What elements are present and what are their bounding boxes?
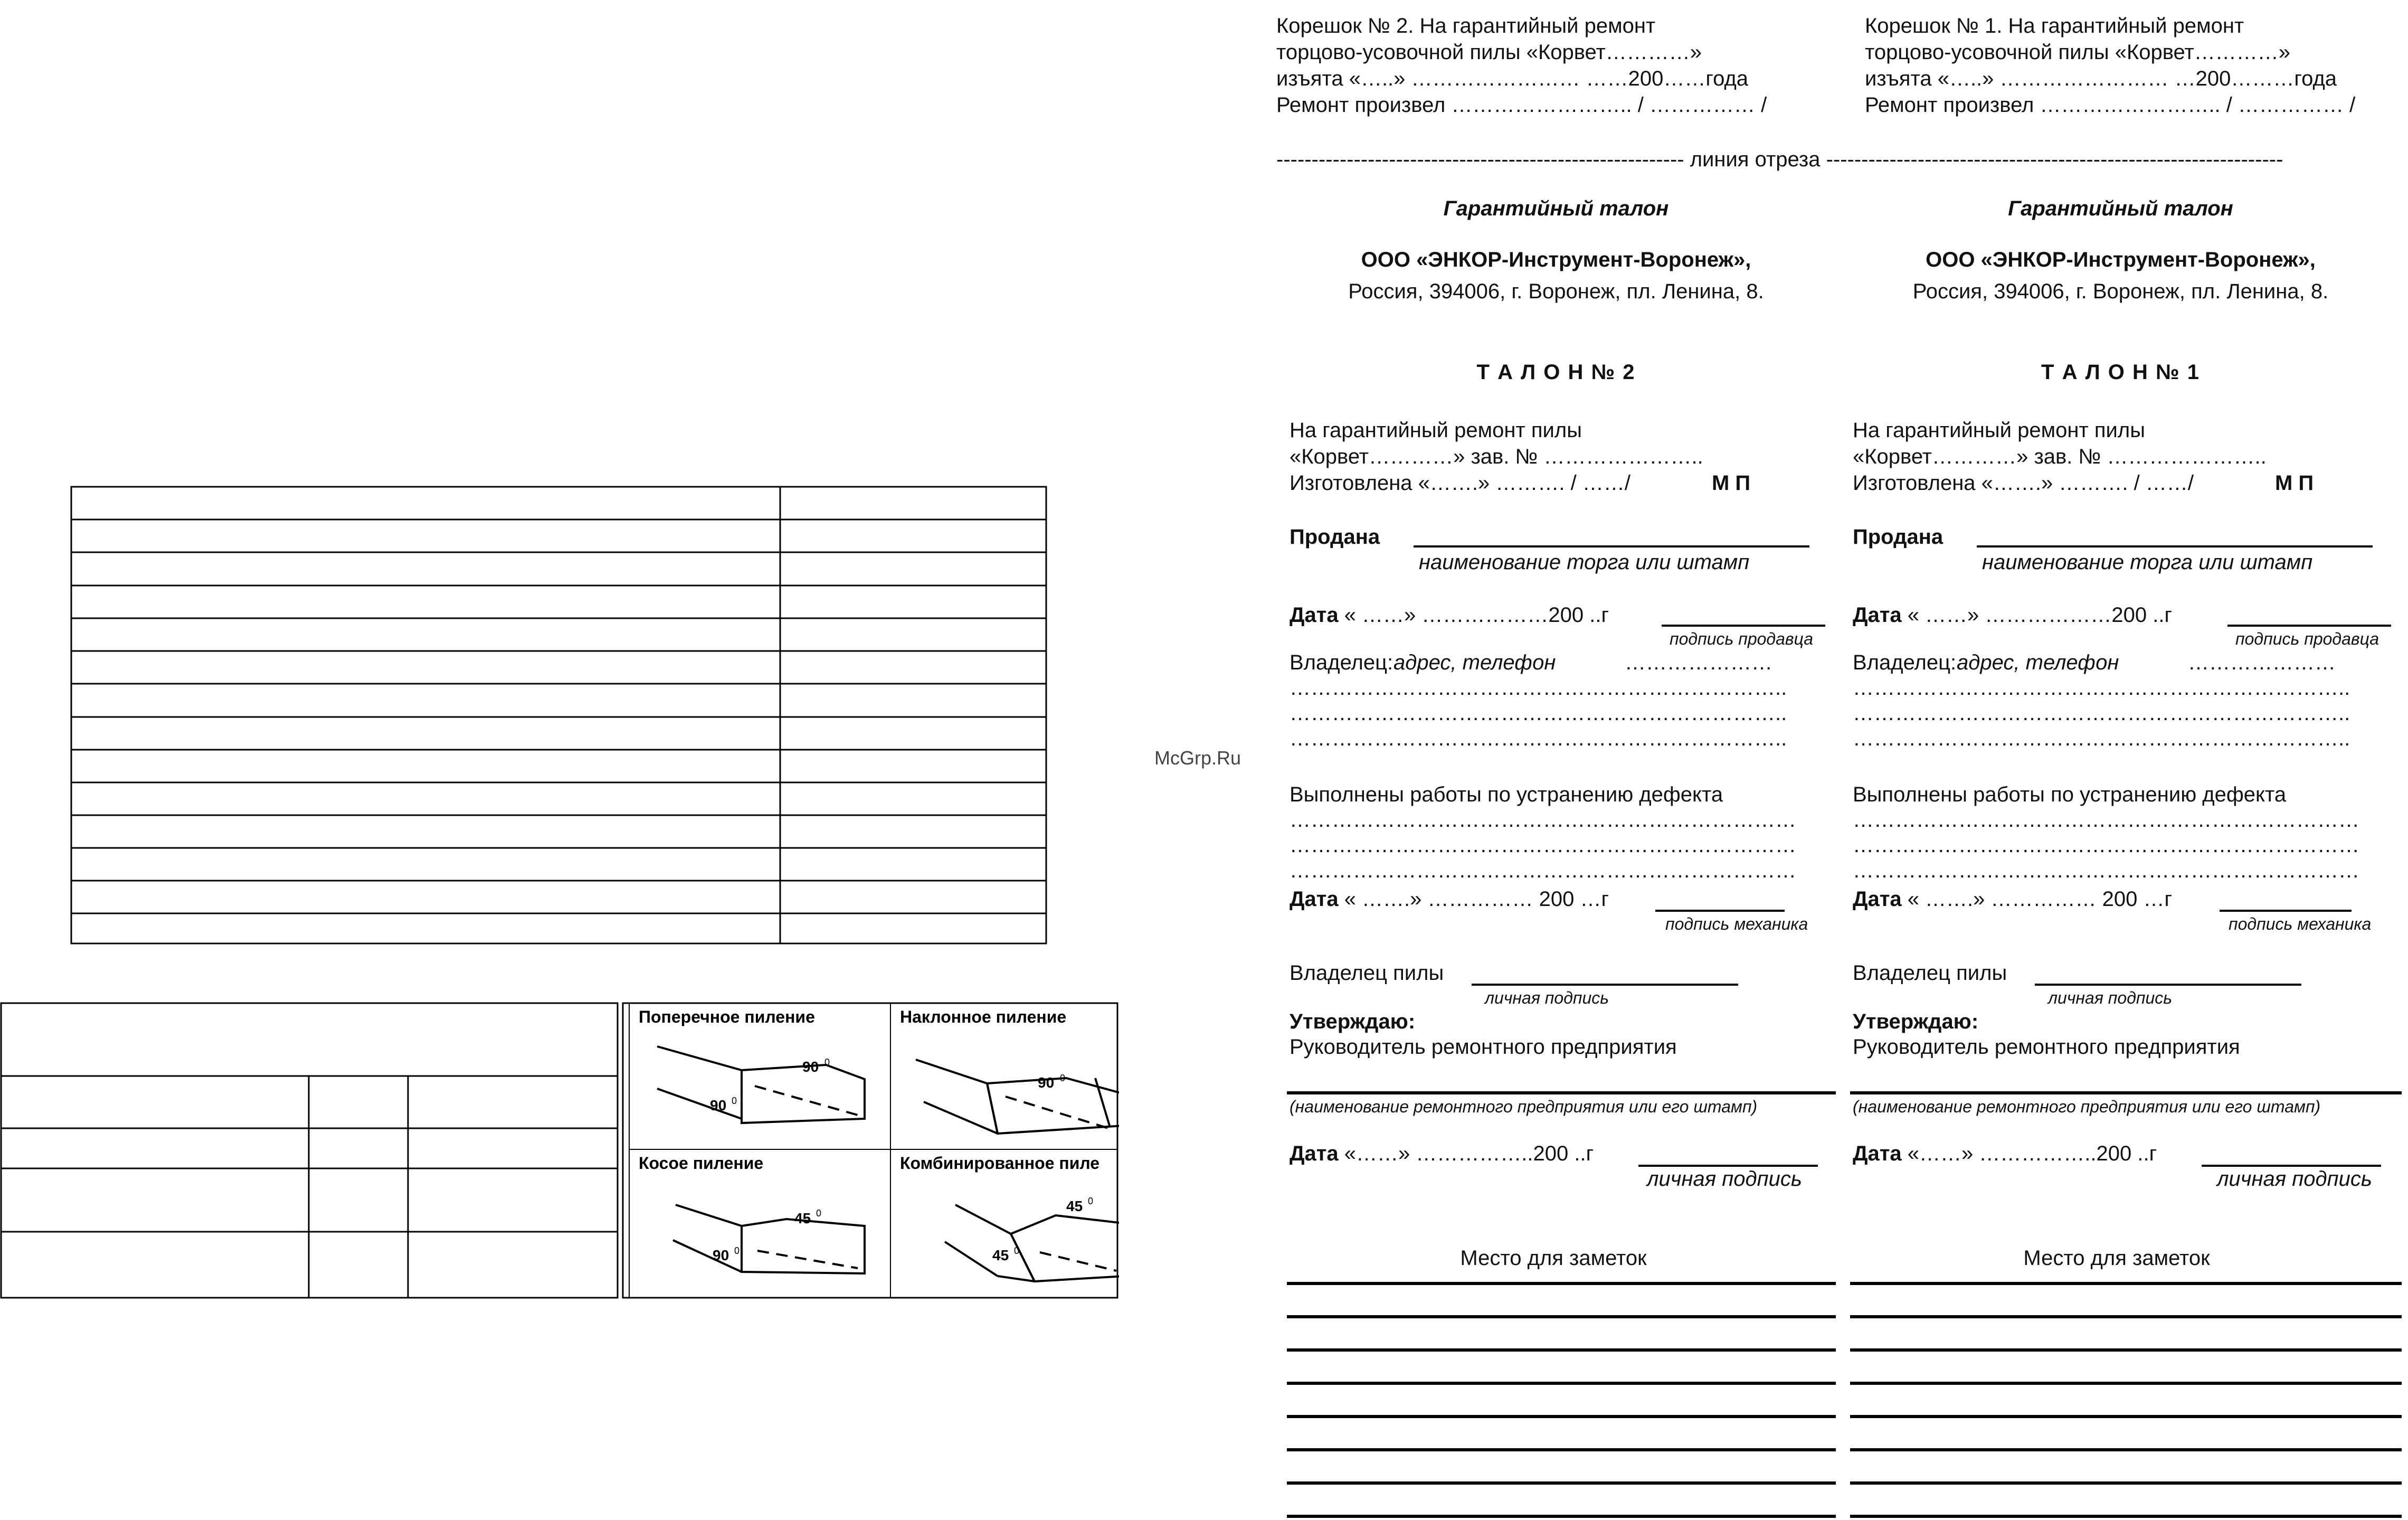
stub-2-repaired: Ремонт произвел …………………….. / …………… /: [1276, 93, 1767, 117]
repair-company-caption: (наименование ремонтного предприятия или его штамп): [1853, 1097, 2321, 1116]
head-of-repair: Руководитель ремонтного предприятия: [1853, 1035, 2240, 1059]
works-dots-3: ………………………………………………………………: [1290, 859, 1796, 882]
approval-date: Дата «……» ……………..200 ..г: [1290, 1142, 1594, 1165]
mechanic-signature-caption: подпись механика: [1665, 914, 1808, 933]
notes-line[interactable]: [1850, 1515, 2402, 1518]
talon-title: Т А Л О Н № 1: [2041, 361, 2200, 384]
company-name: ООО «ЭНКОР-Инструмент-Воронеж»,: [1361, 248, 1751, 271]
seller-signature-line: [1662, 625, 1825, 627]
owner-label: Владелец:: [1290, 651, 1393, 674]
saw-owner-signature-caption: личная подпись: [2048, 988, 2173, 1007]
stub-1-title-line1: Корешок № 1. На гарантийный ремонт: [1865, 14, 2244, 37]
sale-date: Дата « ……» ………………200 ..г: [1853, 603, 2173, 627]
miter-cut-drawing: [673, 1205, 865, 1273]
combined-angle-bottom: 45: [992, 1247, 1009, 1263]
repair-line1: На гарантийный ремонт пилы: [1853, 419, 2145, 442]
notes-line[interactable]: [1850, 1382, 2402, 1385]
combined-cut-drawing: [945, 1205, 1119, 1281]
mechanic-signature-caption: подпись механика: [2229, 914, 2372, 933]
miter-angle-top: 45: [794, 1210, 811, 1226]
notes-line[interactable]: [1850, 1348, 2402, 1352]
coupon-heading: Гарантийный талон: [2008, 197, 2233, 220]
repair-company-line: [1287, 1091, 1836, 1094]
combined-degree-top: 0: [1088, 1196, 1094, 1206]
miter-cut-label: Косое пиление: [639, 1154, 764, 1173]
notes-line[interactable]: [1287, 1481, 1836, 1485]
owner-label: Владелец:: [1853, 651, 1957, 674]
notes-label: Место для заметок: [2023, 1247, 2210, 1270]
sold-label: Продана: [1853, 525, 1944, 549]
notes-line[interactable]: [1287, 1315, 1836, 1318]
works-label: Выполнены работы по устранению дефекта: [1290, 783, 1723, 806]
saw-owner-signature-line: [1472, 984, 1738, 986]
cut-line: ---------------------------------------------------------- линия отреза -----------------------------------------------------------------: [1276, 148, 2283, 171]
watermark: McGrp.Ru: [1154, 747, 1241, 769]
owner-dots-4: ……………………………………………………………..: [1290, 727, 1787, 750]
combined-angle-top: 45: [1066, 1198, 1083, 1214]
repair-date: Дата « …….» …………… 200 …г: [1290, 888, 1609, 911]
works-dots-2: ………………………………………………………………: [1290, 834, 1796, 857]
owner-dots-2: ……………………………………………………………..: [1853, 676, 2350, 700]
cross-angle-top: 90: [802, 1059, 819, 1075]
miter-degree-bottom: 0: [734, 1245, 740, 1256]
approval-signature-caption: личная подпись: [2217, 1167, 2372, 1191]
tilt-degree: 0: [1060, 1073, 1066, 1083]
approval-date: Дата «……» ……………..200 ..г: [1853, 1142, 2157, 1165]
repair-company-caption: (наименование ремонтного предприятия или его штамп): [1290, 1097, 1758, 1116]
cross-cut-label: Поперечное пиление: [639, 1007, 815, 1026]
miter-degree-top: 0: [816, 1208, 822, 1219]
miter-angle-bottom: 90: [713, 1247, 729, 1263]
repair-line2: «Корвет…………» зав. № …………………..: [1853, 445, 2267, 468]
sold-field-line: [1414, 545, 1809, 547]
stub-1-repaired: Ремонт произвел …………………….. / …………… /: [1865, 93, 2356, 117]
repair-date: Дата « …….» …………… 200 …г: [1853, 888, 2173, 911]
owner-dots-4: ……………………………………………………………..: [1853, 727, 2350, 750]
talon-title: Т А Л О Н № 2: [1476, 361, 1636, 384]
company-name: ООО «ЭНКОР-Инструмент-Воронеж»,: [1926, 248, 2316, 271]
approval-signature-caption: личная подпись: [1647, 1167, 1802, 1191]
approve-label: Утверждаю:: [1290, 1010, 1416, 1033]
stub-2-withdrawn: изъята «…..» …………………… ……200……года: [1276, 67, 1749, 90]
combined-degree-bottom: 0: [1014, 1245, 1020, 1256]
notes-line[interactable]: [1850, 1282, 2402, 1285]
coupon-talon-1: [1840, 190, 2402, 1520]
notes-line[interactable]: [1287, 1515, 1836, 1518]
saw-owner-signature-line: [2035, 984, 2301, 986]
seller-signature-line: [2227, 625, 2391, 627]
notes-line[interactable]: [1287, 1415, 1836, 1418]
notes-line[interactable]: [1850, 1448, 2402, 1451]
approve-label: Утверждаю:: [1853, 1010, 1979, 1033]
sold-caption: наименование торга или штамп: [1419, 551, 1750, 574]
cross-degree-bottom: 0: [732, 1096, 737, 1106]
stub-2-title-line1: Корешок № 2. На гарантийный ремонт: [1276, 14, 1656, 37]
repair-line2: «Корвет…………» зав. № …………………..: [1290, 445, 1703, 468]
company-address: Россия, 394006, г. Воронеж, пл. Ленина, 8.: [1348, 280, 1764, 303]
stub-2-title-line2: торцово-усовочной пилы «Корвет…………»: [1276, 41, 1702, 64]
manufactured-line: Изготовлена «…….» ………. / ……/: [1290, 471, 1630, 495]
stamp-place: М П: [1712, 471, 1751, 495]
cross-cut-drawing: [657, 1046, 865, 1123]
repair-line1: На гарантийный ремонт пилы: [1290, 419, 1582, 442]
sale-date: Дата « ……» ………………200 ..г: [1290, 603, 1609, 627]
owner-dots-1: …………………: [2188, 651, 2336, 674]
cross-degree-top: 0: [824, 1057, 830, 1068]
tilt-cut-drawing: [916, 1060, 1119, 1134]
seller-signature-caption: подпись продавца: [2235, 629, 2379, 648]
head-of-repair: Руководитель ремонтного предприятия: [1290, 1035, 1677, 1059]
notes-line[interactable]: [1287, 1448, 1836, 1451]
stub-1-withdrawn: изъята «…..» …………………… …200………года: [1865, 67, 2337, 90]
works-dots-1: ………………………………………………………………: [1290, 808, 1796, 832]
owner-dots-1: …………………: [1625, 651, 1772, 674]
company-address: Россия, 394006, г. Воронеж, пл. Ленина, 8.: [1912, 280, 2329, 303]
notes-label: Место для заметок: [1460, 1247, 1647, 1270]
notes-line[interactable]: [1850, 1315, 2402, 1318]
tilt-cut-label: Наклонное пиление: [900, 1007, 1067, 1026]
works-dots-3: ………………………………………………………………: [1853, 859, 2359, 882]
sold-field-line: [1977, 545, 2373, 547]
notes-line[interactable]: [1850, 1481, 2402, 1485]
mechanic-signature-line: [2220, 910, 2352, 912]
coupon-talon-2: [1276, 190, 1836, 1520]
seller-signature-caption: подпись продавца: [1670, 629, 1814, 648]
owner-dots-2: ……………………………………………………………..: [1290, 676, 1787, 700]
coupon-heading: Гарантийный талон: [1443, 197, 1669, 220]
cross-angle-bottom: 90: [710, 1097, 727, 1113]
owner-hint: адрес, телефон: [1393, 651, 1556, 674]
mechanic-signature-line: [1655, 910, 1785, 912]
works-label: Выполнены работы по устранению дефекта: [1853, 783, 2287, 806]
works-dots-2: ………………………………………………………………: [1853, 834, 2359, 857]
works-dots-1: ………………………………………………………………: [1853, 808, 2359, 832]
combined-cut-label: Комбинированное пиле: [900, 1154, 1100, 1173]
notes-line[interactable]: [1850, 1415, 2402, 1418]
cut-types-diagram: [618, 1002, 1119, 1300]
notes-line[interactable]: [1287, 1382, 1836, 1385]
saw-owner-label: Владелец пилы: [1290, 961, 1444, 985]
manufactured-line: Изготовлена «…….» ………. / ……/: [1853, 471, 2194, 495]
stub-1-title-line2: торцово-усовочной пилы «Корвет…………»: [1865, 41, 2291, 64]
sold-label: Продана: [1290, 525, 1380, 549]
notes-line[interactable]: [1287, 1348, 1836, 1352]
sold-caption: наименование торга или штамп: [1982, 551, 2313, 574]
owner-dots-3: ……………………………………………………………..: [1290, 702, 1787, 725]
saw-owner-signature-caption: личная подпись: [1485, 988, 1609, 1007]
repair-company-line: [1850, 1091, 2402, 1094]
stamp-place: М П: [2275, 471, 2314, 495]
tilt-angle: 90: [1038, 1074, 1055, 1091]
owner-dots-3: ……………………………………………………………..: [1853, 702, 2350, 725]
owner-hint: адрес, телефон: [1957, 651, 2119, 674]
saw-owner-label: Владелец пилы: [1853, 961, 2007, 985]
notes-line[interactable]: [1287, 1282, 1836, 1285]
